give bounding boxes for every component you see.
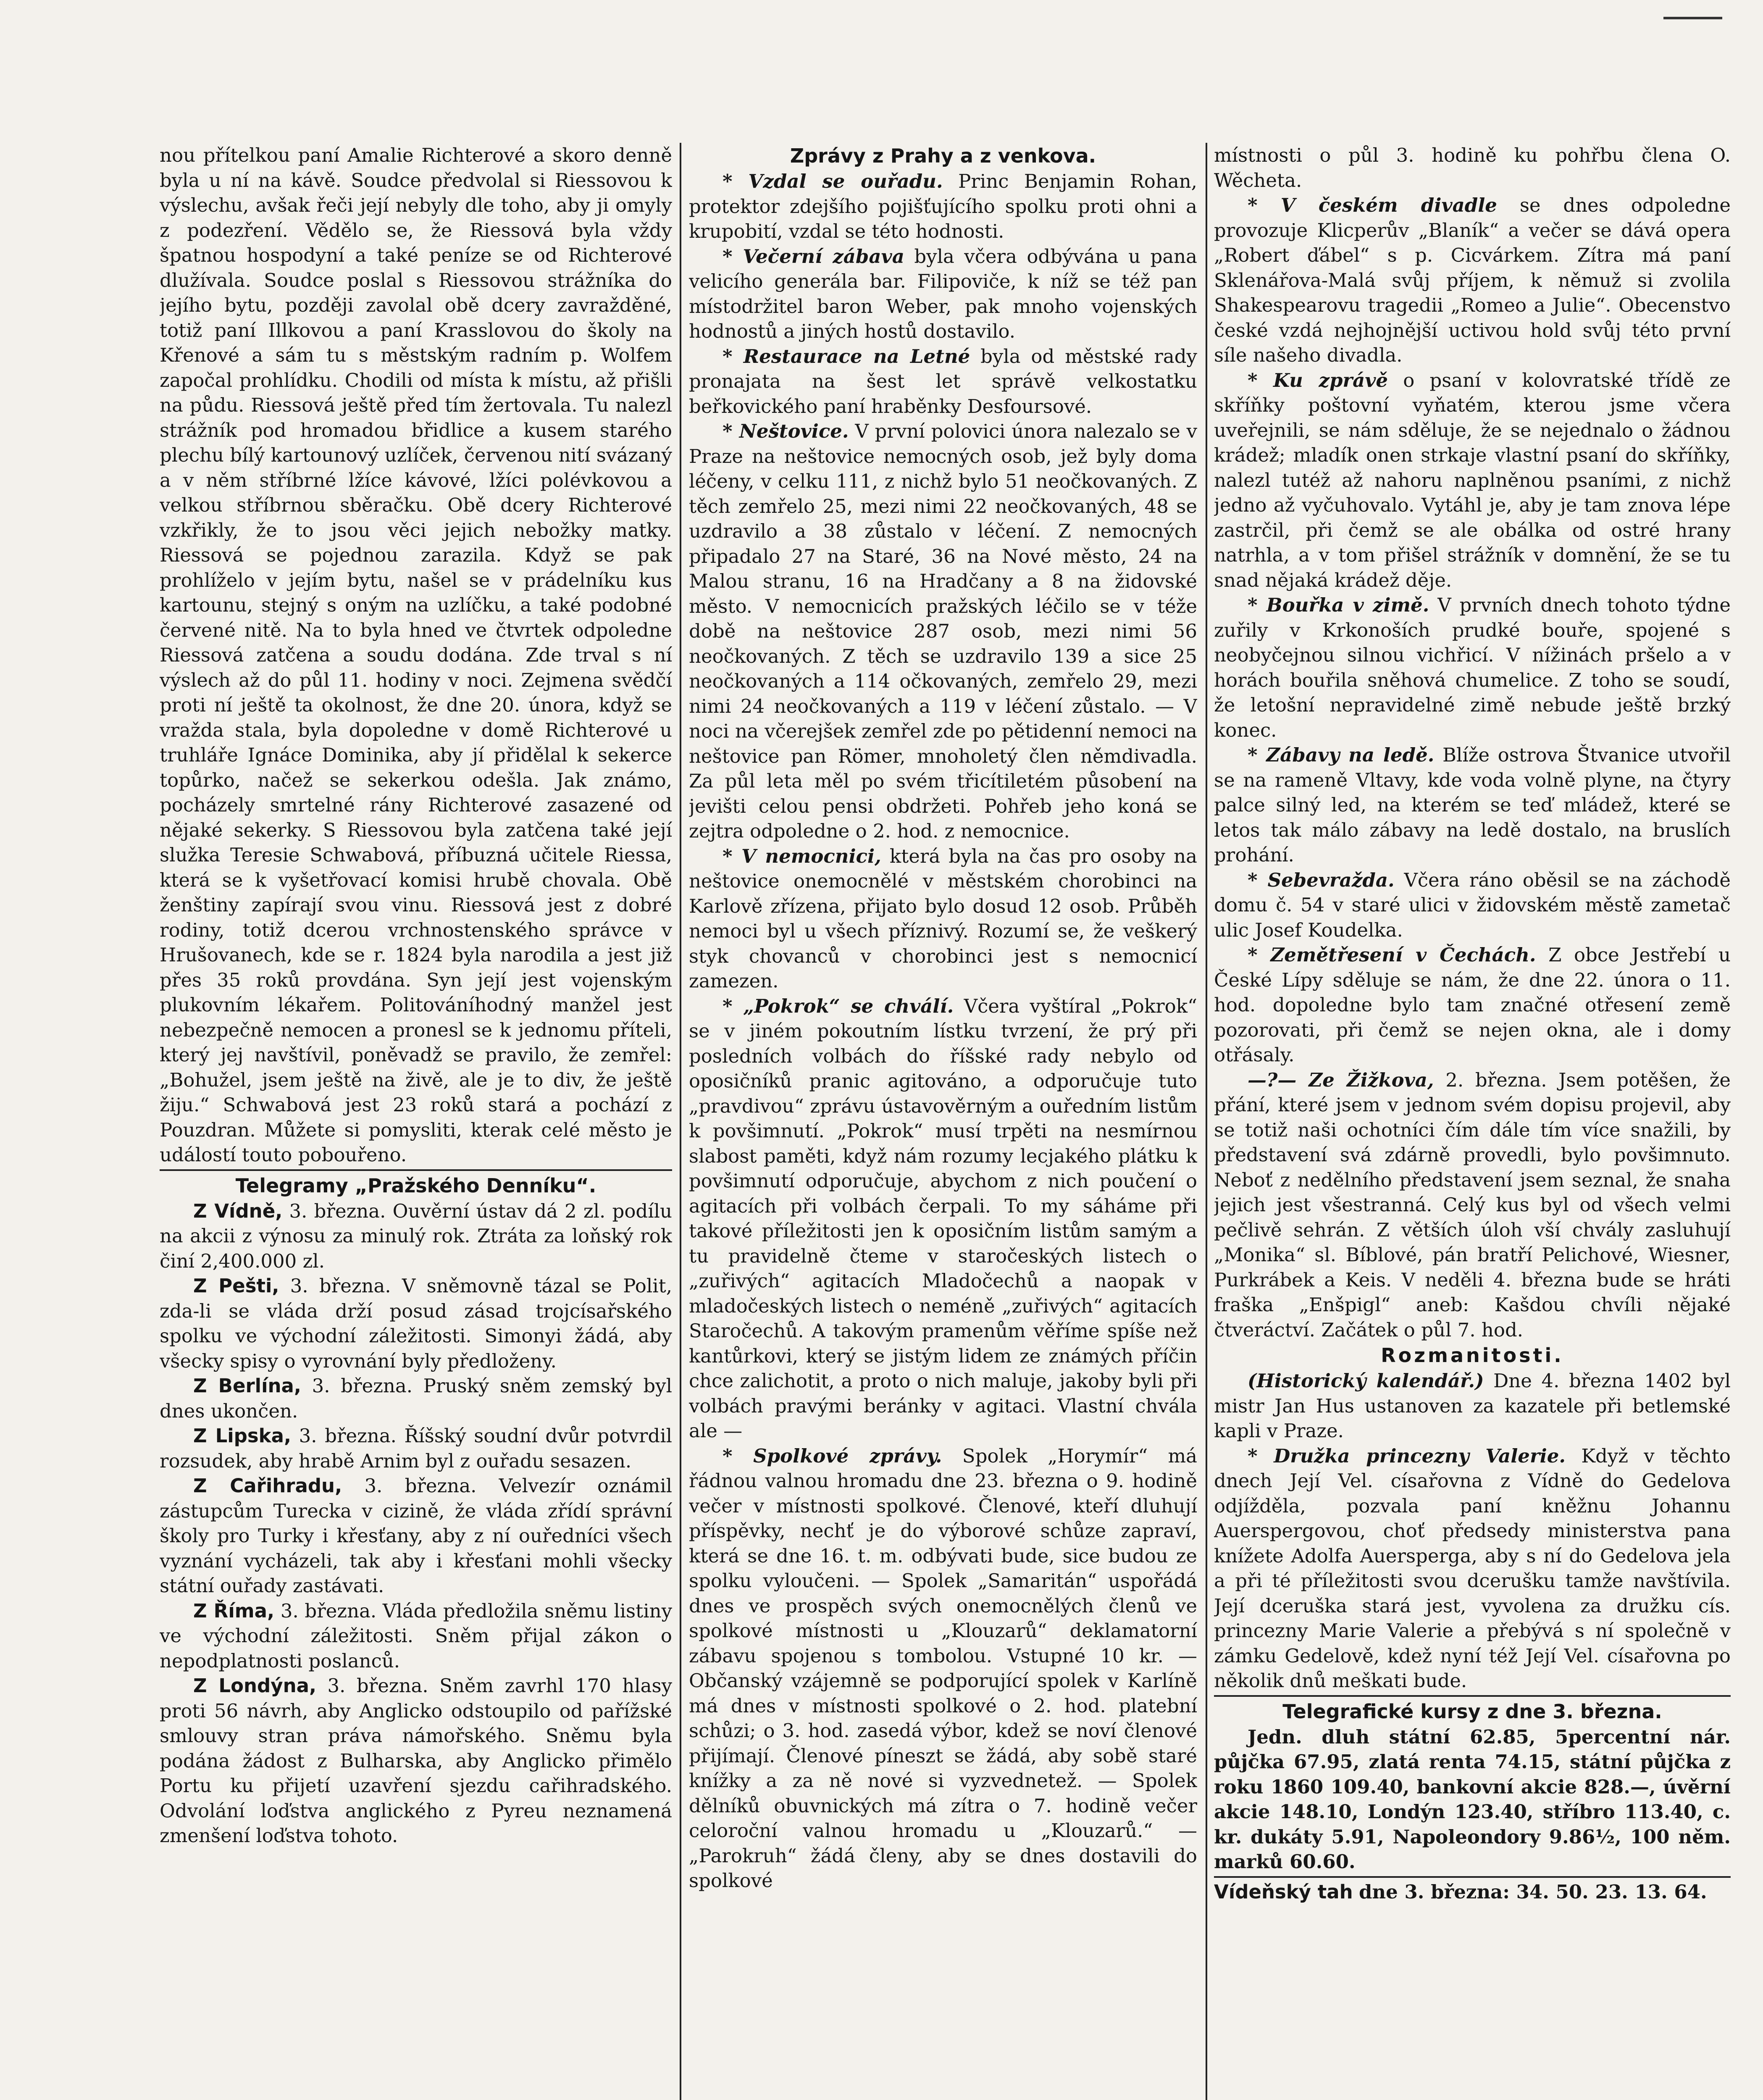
telegram-text: 3. března. Vláda předložila sněmu listiny ve východní záležitosti. Sněm přijal zákon o nepodplatnosti poslanců. (160, 1599, 672, 1672)
telegram-item (160, 1599, 672, 1674)
telegram-item (160, 1273, 672, 1373)
news-text: která byla na čas pro osoby na neštovice onemocnělé v městském chorobinci na Karlově zřízena, přijato bylo dosud 12 osob. Průběh nemoci byl u všech příznivý. Rozumí se, že veškerý styk chovanců v chorobinci jest s nemocnicí zamezen. (689, 845, 1197, 992)
news-item (1214, 593, 1731, 743)
news-lead: * Družka princezny Valerie. (1248, 1444, 1566, 1467)
telegram-item (160, 1373, 672, 1423)
telegrams-heading: Telegramy „Pražského Denníku“. (235, 1174, 596, 1197)
news-text: místnosti o půl 3. hodině ku pohřbu člena O. Wěcheta. (1214, 144, 1731, 192)
telegram-place: Z Lipska, (193, 1425, 292, 1447)
news-text: Z obce Jestřebí u České Lípy sděluje se nám, že dne 22. února o 11. hod. dopoledne bylo tam značné otřesení země pozorovati, při čemž se nejen okna, ale i domy otřásaly. (1214, 944, 1731, 1066)
telegram-text: 3. března. Sněm zavrhl 170 hlasy proti 56 návrh, aby Anglicko odstoupilo od pařížské smlouvy stran práva námořského. Sněmu byla podána žádost z Bulharska, aby Anglicko přimělo Portu ku přijetí uzavření sjezdu cařihradského. Odvolání loďstva anglického z Pyreu neznamená zmenšení loďstva tohoto. (160, 1675, 672, 1847)
telegram-item (160, 1199, 672, 1274)
news-item (689, 844, 1197, 994)
court-report-text: nou přítelkou paní Amalie Richterové a skoro denně byla u ní na kávě. Soudce předvolal si Riessovou k výslechu, avšak řeči její nebyly dle toho, aby ji omyly z podezření. Vědělo se, že Riessová byla vždy špatnou hospodyní a také peníze se od Richterové dlužívala. Soudce poslal s Riessovou strážníka do jejího bytu, později zavolal obě dcery zavražděné, totiž paní Illkovou a paní Krasslovou do školy na Křenové a sám tu s městským radním p. Wolfem započal prohlídku. Chodili od místa k místu, až přišli na půdu. Riessová ještě před tím žertovala. Tu nalezl strážník pod hromadou břidlice a kusem starého plechu bílý kartounový uzlíček, červenou nití svázaný a v něm stříbrné lžíce kávové, lžíci polévkovou a velkou stříbrnou sběračku. Obě dcery Richterové vzkřikly, že to jsou věci jejich nebožky matky. Riessová se pojednou zarazila. Když se pak prohlíželo v jejím bytu, našel se v prádelníku kus kartounu, stejný s oným na uzlíčku, a také podobné červené nitě. Na to byla hned ve čtvrtek odpoledne Riessová zatčena a soudu dodána. Zde trval s ní výslech až do půl 11. hodiny v noci. Zejmena svědčí proti ní ještě ta okolnost, že dne 20. února, když se vražda stala, byla dopoledne v domě Richterové u truhláře Ignáce Dominika, aby jí přidělal k sekerce topůrko, načež se sekerkou odešla. Jak známo, pocházely smrtelné rány Richterové zasazené od nějaké sekerky. S Riessovou byla zatčena také její služka Teresie Schwabová, příbuzná učitele Riessa, která se k vyšetřovací komisi hrubě chovala. Obě ženštiny zapírají svou vinu. Riessová jest z dobré rodiny, totiž dcerou vrchnostenského správce v Hrušovanech, kde se r. 1824 byla narodila a jest již přes 35 roků provdána. Syn její jest vojenským plukovním lékařem. Politováníhodný manžel jest nebezpečně nemocen a pronesl se k jednomu příteli, který jej navštívil, poněvadž se pravilo, že zemřel: „Bohužel, jsem ještě na živě, ale je to div, že ještě žiju.“ Schwabová jest 23 roků stará a pochází z Pouzdran. Můžete si pomysliti, kterak celé město je událostí touto pobouřeno. (160, 144, 672, 1166)
telegram-place: Z Říma, (193, 1599, 275, 1622)
news-lead: * Večerní zábava (723, 245, 904, 268)
news-item (689, 169, 1197, 244)
lottery-numbers: dne 3. března: 34. 50. 23. 13. 64. (1358, 1880, 1707, 1903)
telegram-text: 3. března. Ouvěrní ústav dá 2 zl. podílu na akcii z výnosu za minulý rok. Ztráta za loňský rok činí 2,400.000 zl. (160, 1200, 672, 1272)
news-text: se dnes odpoledne provozuje Klicperův „Blaník“ a večer se dává opera „Robert ďábel“ s p. Cicvárkem. Zítra má paní Sklenářova-Malá svůj příjem, k němuž si zvolila Shakespearovu tragedii „Romeo a Julie“. Obecenstvo české vzdá nejhojnější uctivou hold svůj této první síle našeho divadla. (1214, 194, 1731, 366)
lottery-label: Vídeňský tah (1214, 1880, 1353, 1903)
news-lead: (Historický kalendář.) (1248, 1370, 1484, 1392)
telegram-item (160, 1673, 672, 1848)
exchange-rates: Jedn. dluh státní 62.85, 5percentní nár. půjčka 67.95, zlatá renta 74.15, státní půjčka z roku 1860 109.40, bankovní akcie 828.—, úvěrní akcie 148.10, Londýn 123.40, stříbro 113.40, c. kr. dukáty 5.91, Napoleondory 9.86½, 100 něm. marků 60.60. (1214, 1725, 1731, 1873)
news-lead: * Vzdal se ouřadu. (723, 170, 943, 192)
telegram-text: 3. března. Pruský sněm zemský byl dnes ukončen. (160, 1375, 672, 1422)
telegram-place: Z Vídně, (193, 1200, 283, 1222)
news-item (1214, 368, 1731, 593)
news-text: Princ Benjamin Rohan, protektor zdejšího pojišťujícího spolku proti ohni a krupobití, vzdal se této hodnosti. (689, 170, 1197, 242)
news-lead: —?— Ze Žižkova, (1248, 1068, 1434, 1091)
telegram-place: Z Pešti, (193, 1275, 279, 1297)
miscellany-heading: Rozmanitosti. (1381, 1344, 1564, 1367)
column-rule-left (680, 143, 681, 2100)
news-item (689, 1444, 1197, 1893)
news-lead: * „Pokrok“ se chválí. (723, 995, 954, 1017)
news-lead: * Restaurace na Letné (723, 345, 970, 368)
column-1 (160, 143, 672, 2100)
telegram-item (160, 1473, 672, 1599)
news-item (689, 994, 1197, 1444)
newspaper-page (160, 143, 1731, 2100)
news-item (689, 344, 1197, 419)
news-lead: * Sebevražda. (1248, 869, 1395, 891)
page-edge-mark (1663, 17, 1722, 32)
news-text: V první polovici února nalezalo se v Praze na neštovice nemocných osob, jež byly doma léčeny, v celku 111, z nichž bylo 51 neočkovaných. Z těch zemřelo 25, mezi nimi 22 neočkovaných, 48 se uzdravilo a 38 zůstalo v léčení. Z nemocných připadalo 27 na Staré, 36 na Nové město, 24 na Malou stranu, 16 na Hradčany a 8 na židovské město. V nemocnicích pražských léčilo se v téže době na neštovice 287 osob, mezi nimi 56 neočkovaných. Z těch se uzdravilo 139 a sice 25 neočkovaných a 114 očkovaných, zemřelo 29, mezi nimi 24 neočkovaných a 119 v léčení zůstalo. — V noci na včerejšek zemřel zde po pětidenní nemoci na neštovice pan Römer, mnoholetý člen němdivadla. Za půl leta měl po svém třicítiletém působení na jevišti celou pensi obdržeti. Pohřeb jeho koná se zejtra odpoledne o 2. hod. z nemocnice. (689, 420, 1197, 842)
news-lead: * Spolkové zprávy. (723, 1444, 942, 1467)
news-text: Včera vyštíral „Pokrok“ se v jiném pokoutním lístku tvrzení, že prý při posledních volbách do říšské rady nebylo od oposičníků pranic agitováno, a odporučuje tuto „pravdivou“ zprávu ústavověrným a ouředním listům k povšimnutí. „Pokrok“ musí trpěti na nesmírnou slabost paměti, když nám rozumy lecjakého plátku k povšimnutí odporučuje, abychom z nich poučení o agitacích při volbách čerpali. To my sáháme při takové příležitosti jen k oposičním listům samým a tu pravidelně čteme v staročeských listech o „zuřivých“ agitacích Mladočechů a naopak v mladočeských listech o neméně „zuřivých“ agitacích Staročechů. A takovým pramenům věříme spíše než kantůrkovi, který se jistým lidem ze známých příčin chce zalichotit, a proto o nich maluje, jakoby byli při volbách pravými beránky v agitaci. Vlastní chvála ale — (689, 995, 1197, 1442)
news-text: Dne 4. března 1402 byl mistr Jan Hus ustanoven za kazatele při betlemské kapli v Praze. (1214, 1370, 1731, 1442)
telegram-text: 3. března. Říšský soudní dvůr potvrdil rozsudek, aby hrabě Arnim byl z ouřadu sesazen. (160, 1425, 672, 1472)
news-item (689, 244, 1197, 344)
column-rule-right (1206, 143, 1207, 2100)
telegram-place: Z Londýna, (193, 1675, 317, 1697)
news-lead: * Bouřka v zimě. (1248, 594, 1429, 616)
news-text: V prvních dnech tohoto týdne zuřily v Krkonoších prudké bouře, spojené s neobyčejnou silnou vichřicí. V nížinách pršelo a v horách bouřila sněhová chumelice. Z toho se soudí, že letošní nepravidelné zimě nebude ještě brzký konec. (1214, 594, 1731, 741)
news-item (1214, 868, 1731, 943)
news-lead: * Zemětřesení v Čechách. (1248, 944, 1536, 966)
telegram-list (160, 1199, 672, 1848)
local-news-heading: Zprávy z Prahy a z venkova. (790, 144, 1096, 167)
news-item (1214, 1068, 1731, 1343)
telegram-text: 3. března. V sněmovně tázal se Polit, zda-li se vláda drží posud zásad trojcísařského spolku ve východní záležitosti. Simonyi žádá, aby všecky spisy o vyrovnání byly předloženy. (160, 1275, 672, 1372)
news-text: o psaní v kolovratské třídě ze skříňky poštovní vyňatém, kterou jsme včera uveřejnili, se nám sděluje, že se nejednalo o žádnou krádež; mladík onen strkaje vlastní psaní do skříňky, nalezl tutéž až nahoru naplněnou psaními, z nichž jedno až vyčuhovalo. Vytáhl je, aby je tam znova lépe zastrčil, při čemž se ale obálka od ostré hrany natrhla, a v tom přišel strážník v domnění, že se tu snad nějaká krádež děje. (1214, 369, 1731, 591)
news-lead: * Neštovice. (723, 420, 849, 442)
telegram-item (160, 1423, 672, 1473)
news-item (1214, 193, 1731, 368)
telegram-place: Z Berlína, (193, 1375, 302, 1397)
news-lead: * V nemocnici, (723, 845, 881, 867)
news-item (1214, 1444, 1731, 1693)
news-lead: * Zábavy na ledě. (1248, 744, 1435, 766)
news-text: Když v těchto dnech Její Vel. císařovna z Vídně do Gedelova odjížděla, pozvala paní kněžnu Johannu Auerspergovou, choť předsedy ministerstva pana knížete Adolfa Auersperga, aby s ní do Gedelova jela a při té příležitosti svou dcerušku tamže navštívila. Její dceruška stará jest, vyvolena za družku cís. princezny Marie Valerie a přebývá s ní společně v zámku Gedelově, kdež nyní též Její Vel. císařovna po několik dnů meškati bude. (1214, 1444, 1731, 1692)
news-item (689, 419, 1197, 844)
exchange-heading: Telegrafické kursy z dne 3. března. (1282, 1700, 1662, 1723)
column-3 (1214, 143, 1731, 2100)
news-text: byla od městské rady pronajata na šest let správě velkostatku beřkovického paní hraběnky Desfoursové. (689, 345, 1197, 417)
news-lead: * Ku zprávě (1248, 369, 1388, 391)
lottery-line (1214, 1880, 1731, 1905)
news-item (1214, 143, 1731, 193)
news-item (1214, 942, 1731, 1068)
telegram-text: 3. března. Velvezír oznámil zástupcům Turecka v cizině, že vláda zřídí správní školy pro Turky i křesťany, aby z ní ouředníci všech vyznání vycházeli, tak aby i křesťani mohli všecky státní ouřady zastávati. (160, 1475, 672, 1597)
news-text: Spolek „Horymír“ má řádnou valnou hromadu dne 23. března o 9. hodině večer v místnosti spolkové. Členové, kteří dluhují příspěvky, nechť je do výborové schůze zapraví, která se dne 16. t. m. odbývati bude, sice budou ze spolku vyloučeni. — Spolek „Samaritán“ uspořádá dnes ve prospěch svých onemocnělých členů ve spolkové místnosti u „Klouzarů“ deklamatorní zábavu spojenou s tombolou. Vstupné 10 kr. — Občanský vzájemně se podporující spolek v Karlíně má dnes v místnosti spolkové o 2. hod. platební schůzi; o 3. hod. zasedá výbor, kdež se noví členové přijímají. Členové píneszt se žádá, aby sobě staré knížky a za ně nové si vyzvednetež. — Spolek dělníků obuvnických má zítra o 7. hodině večer celoroční valnou hromadu u „Klouzarů.“ — „Parokruh“ žádá členy, aby se dnes dostavili do spolkové (689, 1444, 1197, 1892)
news-item (1214, 1368, 1731, 1444)
news-text: Blíže ostrova Štvanice utvořil se na rameně Vltavy, kde voda volně plyne, na čtyry palce silný led, na kterém se teď mládež, které se letos tak málo zábavy na ledě dostalo, na bruslích prohání. (1214, 744, 1731, 866)
section-divider (160, 1169, 672, 1171)
news-text: Včera ráno oběsil se na záchodě domu č. 54 v staré ulici v židovském městě zametač ulic Josef Koudelka. (1214, 869, 1731, 941)
news-text: 2. března. Jsem potěšen, že přání, které jsem v jednom svém dopisu projevil, aby se totiž naši ochotníci čím dále tím více snažili, by představení svá zdárně provedli, bylo povšimnuto. Neboť z nedělního představení jsem seznal, že snaha jejich jest všestranná. Celý kus byl od všech velmi pečlivě sehrán. Z větších úloh vší chvály zasluhují „Monika“ sl. Bíblové, pán bratří Pelichové, Wiesner, Purkrábek a Keis. V neděli 4. března bude se hráti fraška „Enšpigl“ aneb: Kašdou chvíli nějaké čtveráctví. Začátek o půl 7. hod. (1214, 1068, 1731, 1341)
column-2 (689, 143, 1197, 2100)
section-divider (1214, 1695, 1731, 1697)
news-lead: * V českém divadle (1248, 194, 1497, 216)
telegram-place: Z Cařihradu, (193, 1475, 342, 1497)
section-divider (1214, 1876, 1731, 1878)
news-item (1214, 743, 1731, 868)
news-text: byla včera odbývána u pana velicího generála bar. Filipoviče, k níž se též pan místodržitel baron Weber, pak mnoho vojenských hodnostů a jiných hostů dostavilo. (689, 245, 1197, 342)
